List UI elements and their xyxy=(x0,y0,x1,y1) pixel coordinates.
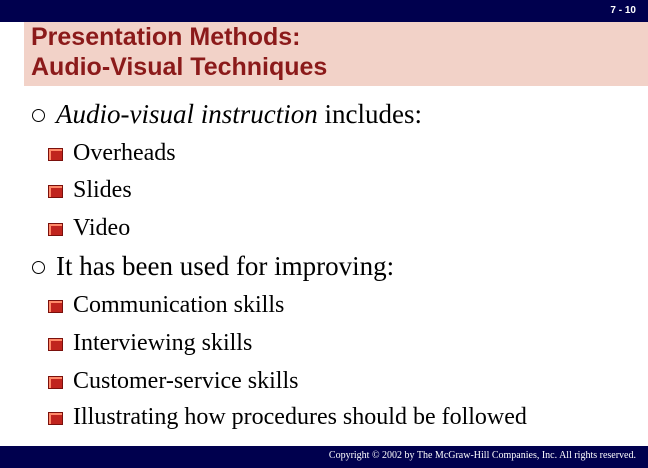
main-point-1-text: includes: xyxy=(317,99,422,129)
circle-bullet-icon xyxy=(32,261,45,274)
sub-point-procedures xyxy=(48,404,527,431)
sub-point-interviewing xyxy=(48,330,252,357)
sub-point-label: Overheads xyxy=(73,140,176,166)
sub-point-label: Slides xyxy=(73,177,132,203)
sub-point-communication xyxy=(48,292,284,319)
main-point-2 xyxy=(32,251,394,282)
sub-point-video xyxy=(48,215,130,242)
square-bullet-icon xyxy=(48,148,63,161)
copyright-notice: Copyright © 2002 by The McGraw-Hill Companies, Inc. All rights reserved. xyxy=(328,450,636,461)
sub-point-overheads xyxy=(48,140,176,167)
square-bullet-icon xyxy=(48,223,63,236)
slide-number: 7 - 10 xyxy=(610,5,636,16)
sub-point-label: Illustrating how procedures should be followed xyxy=(73,404,527,430)
square-bullet-icon xyxy=(48,376,63,389)
title-line-1: Presentation Methods: xyxy=(31,23,301,51)
sub-point-label: Customer-service skills xyxy=(73,368,299,394)
square-bullet-icon xyxy=(48,338,63,351)
sub-point-slides xyxy=(48,177,132,204)
circle-bullet-icon xyxy=(32,109,45,122)
square-bullet-icon xyxy=(48,185,63,198)
sub-point-label: Video xyxy=(73,215,131,241)
sub-point-customer-service xyxy=(48,368,298,395)
square-bullet-icon xyxy=(48,412,63,425)
footer-band xyxy=(0,446,648,468)
sub-point-label: Interviewing skills xyxy=(73,330,253,356)
main-point-1 xyxy=(32,99,422,130)
sub-point-label: Communication skills xyxy=(73,292,285,318)
main-point-1-emphasis: Audio-visual instruction xyxy=(56,99,318,129)
square-bullet-icon xyxy=(48,300,63,313)
main-point-2-text: It has been used for improving: xyxy=(56,251,395,281)
title-line-2: Audio-Visual Techniques xyxy=(31,53,328,81)
